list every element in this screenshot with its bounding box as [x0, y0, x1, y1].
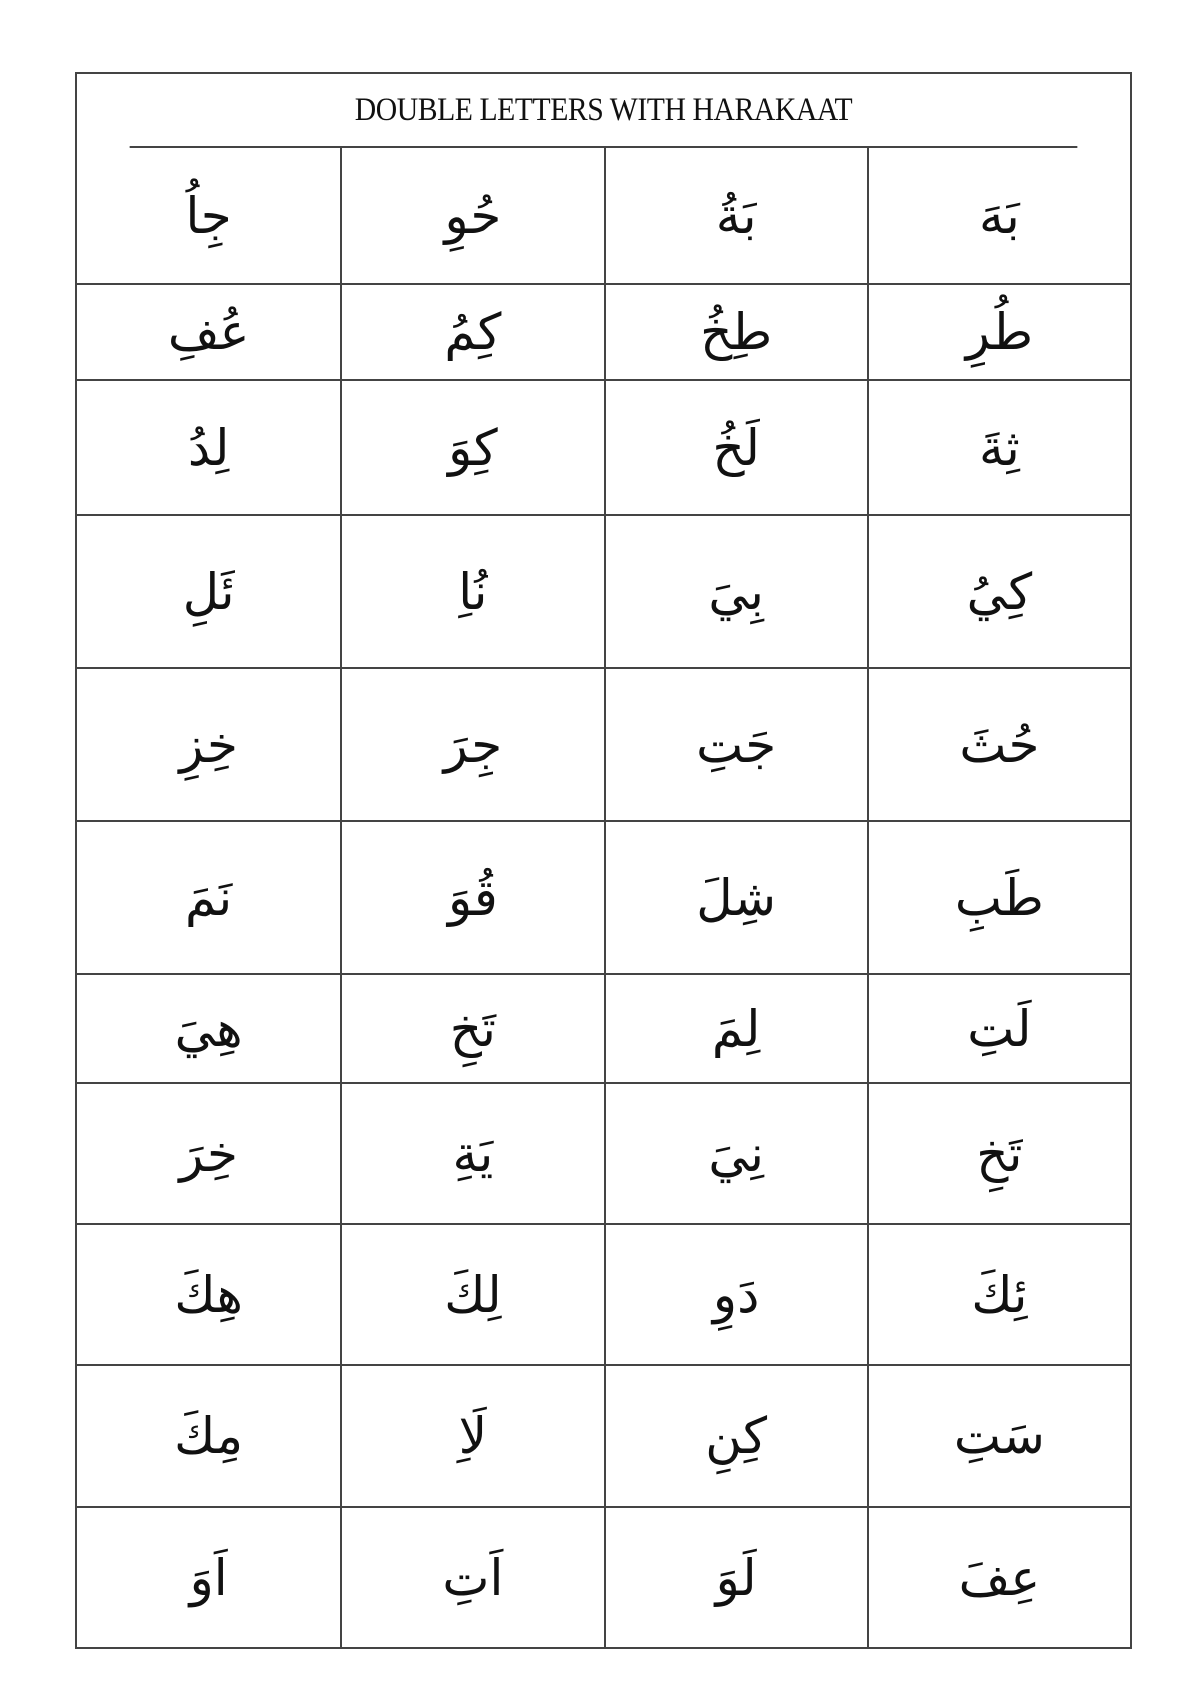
table-row — [77, 148, 1130, 285]
table-body — [77, 148, 1130, 1647]
letter-cell: لَتِ — [867, 975, 1130, 1082]
table-row — [77, 1508, 1130, 1647]
letter-cell: جِرَ — [340, 669, 603, 820]
letter-cell: مِكَ — [174, 1407, 244, 1465]
letter-cell: جِاُ — [185, 186, 232, 245]
letter-cell: خِرَ — [179, 1124, 238, 1183]
letter-cell: اَتِ — [340, 1508, 603, 1647]
letter-cell: ئَلِ — [182, 562, 235, 621]
letter-cell: كِيُ — [867, 516, 1130, 667]
letter-cell: لِكَ — [340, 1225, 603, 1364]
table-row — [77, 381, 1130, 516]
letter-cell: بَهَ — [867, 148, 1130, 283]
letters-table — [75, 72, 1132, 1649]
letter-cell: نُاِ — [340, 516, 603, 667]
letter-cell: لَاِ — [340, 1366, 603, 1506]
letter-cell: طُرِ — [867, 285, 1130, 379]
letter-cell: تَخِ — [340, 975, 603, 1082]
letter-cell: هِيَ — [174, 999, 243, 1058]
table-row — [77, 669, 1130, 822]
letter-cell: حُثَ — [867, 669, 1130, 820]
letter-cell: ثِةَ — [867, 381, 1130, 514]
table-row — [77, 975, 1130, 1084]
letter-cell: حُوِ — [340, 148, 603, 283]
letter-cell: نِيَ — [604, 1084, 867, 1223]
letter-cell: بِيَ — [604, 516, 867, 667]
letter-cell: لِدُ — [187, 418, 230, 477]
letter-cell: اَوَ — [189, 1548, 228, 1607]
letter-cell: نَمَ — [185, 868, 233, 927]
letter-cell: شِلَ — [604, 822, 867, 973]
letter-cell: كِمُ — [340, 285, 603, 379]
table-title: DOUBLE LETTERS WITH HARAKAAT — [130, 74, 1078, 148]
letter-cell: خِزِ — [179, 715, 238, 774]
letter-cell: ئِكَ — [867, 1225, 1130, 1364]
letter-cell: كِنِ — [604, 1366, 867, 1506]
table-row — [77, 1084, 1130, 1225]
letter-cell: عُفِ — [167, 303, 250, 361]
letter-cell: طَبِ — [867, 822, 1130, 973]
letter-cell: بَةُ — [604, 148, 867, 283]
letter-cell: طِخُ — [604, 285, 867, 379]
letter-cell: لِمَ — [604, 975, 867, 1082]
table-row — [77, 285, 1130, 381]
letter-cell: كِوَ — [340, 381, 603, 514]
table-row — [77, 1366, 1130, 1508]
letter-cell: جَتِ — [604, 669, 867, 820]
table-row — [77, 1225, 1130, 1366]
letter-cell: قُوَ — [340, 822, 603, 973]
letter-cell: سَتِ — [867, 1366, 1130, 1506]
letter-cell: يَةِ — [340, 1084, 603, 1223]
letter-cell: عِفَ — [867, 1508, 1130, 1647]
letter-cell: تَخِ — [867, 1084, 1130, 1223]
table-row — [77, 822, 1130, 975]
letter-cell: لَوَ — [604, 1508, 867, 1647]
letter-cell: هِكَ — [174, 1265, 243, 1324]
letter-cell: دَوِ — [604, 1225, 867, 1364]
table-row — [77, 516, 1130, 669]
letter-cell: لَخُ — [604, 381, 867, 514]
